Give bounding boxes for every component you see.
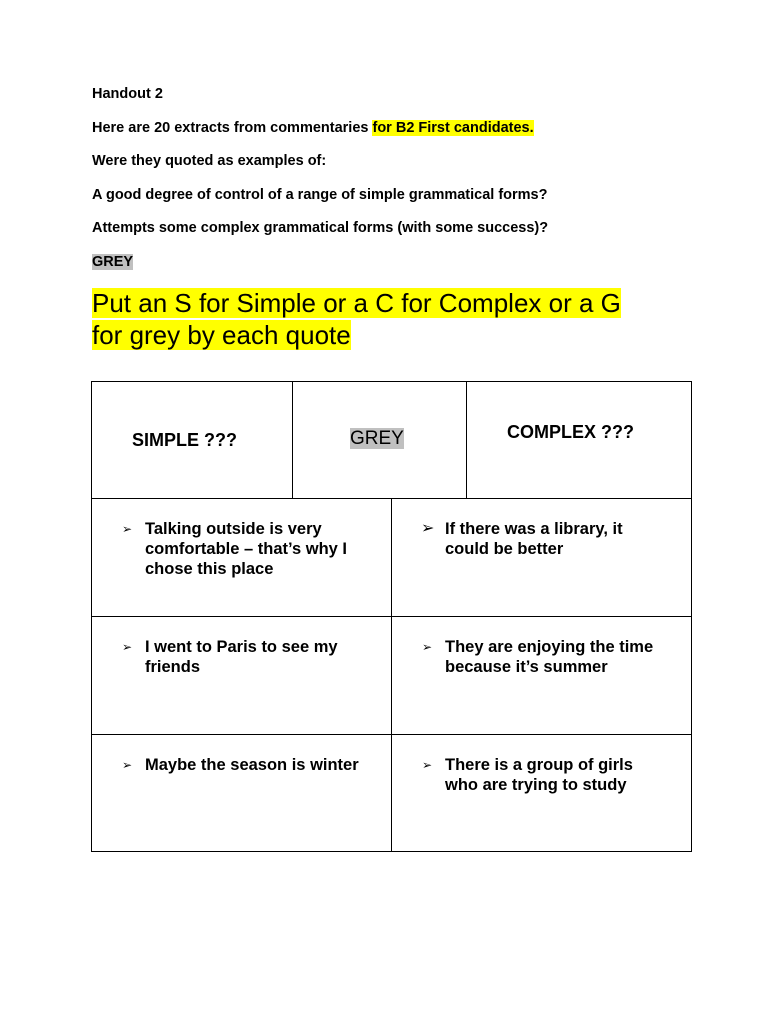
- quote-text: [145, 755, 359, 775]
- quote-line: comfortable – that’s why I: [145, 540, 348, 558]
- instruction-line-1: Put an S for Simple or a C for Complex or a G: [92, 288, 621, 318]
- quote-cell: [391, 734, 692, 852]
- quote-line: who are trying to study: [445, 776, 627, 794]
- intro-highlight: for B2 First candidates.: [372, 120, 534, 136]
- bullet-arrow-icon: ➢: [422, 758, 433, 772]
- quote-line: friends: [145, 658, 201, 676]
- quote-cell: [391, 498, 692, 617]
- quote-line: Maybe the season is winter: [145, 756, 359, 774]
- header-cell-grey: [292, 381, 467, 499]
- header-cell-complex: [466, 381, 692, 499]
- option-grey: [92, 254, 133, 271]
- quote-line: If there was a library, it: [445, 520, 623, 538]
- handout-title: Handout 2: [92, 86, 163, 102]
- bullet-arrow-icon: ➢: [422, 640, 433, 654]
- instruction-line-2: for grey by each quote: [92, 320, 351, 350]
- quote-cell: [91, 616, 392, 735]
- quote-line: could be better: [445, 540, 564, 558]
- quote-text: [445, 637, 653, 677]
- quote-cell: [391, 616, 692, 735]
- quote-text: [445, 755, 633, 795]
- quote-line: There is a group of girls: [445, 756, 633, 774]
- header-cell-simple: [91, 381, 293, 499]
- option-simple: A good degree of control of a range of simple grammatical forms?: [92, 187, 548, 203]
- question-line: Were they quoted as examples of:: [92, 153, 327, 169]
- quote-text: [145, 637, 338, 677]
- quote-cell: [91, 498, 392, 617]
- intro-text: Here are 20 extracts from commentaries: [92, 120, 373, 136]
- intro-line: [92, 120, 534, 137]
- header-complex: COMPLEX ???: [507, 422, 634, 442]
- quote-cell: [91, 734, 392, 852]
- option-grey-label: GREY: [92, 254, 134, 270]
- bullet-arrow-icon: ➢: [122, 758, 133, 772]
- header-grey: [350, 428, 404, 450]
- bullet-arrow-icon: ➢: [122, 640, 133, 654]
- header-simple: SIMPLE ???: [132, 430, 237, 450]
- bullet-arrow-icon: ➢: [122, 522, 133, 536]
- quote-text: [145, 519, 347, 579]
- quote-line: Talking outside is very: [145, 520, 322, 538]
- quote-line: They are enjoying the time: [445, 638, 654, 656]
- bullet-arrow-icon: ➢: [421, 520, 435, 537]
- quote-line: I went to Paris to see my: [145, 638, 338, 656]
- quote-line: chose this place: [145, 560, 274, 578]
- header-grey-label: GREY: [350, 428, 404, 449]
- instruction: [92, 287, 692, 351]
- quote-text: [445, 519, 623, 559]
- quote-line: because it’s summer: [445, 658, 608, 676]
- option-complex: Attempts some complex grammatical forms (with some success)?: [92, 220, 549, 236]
